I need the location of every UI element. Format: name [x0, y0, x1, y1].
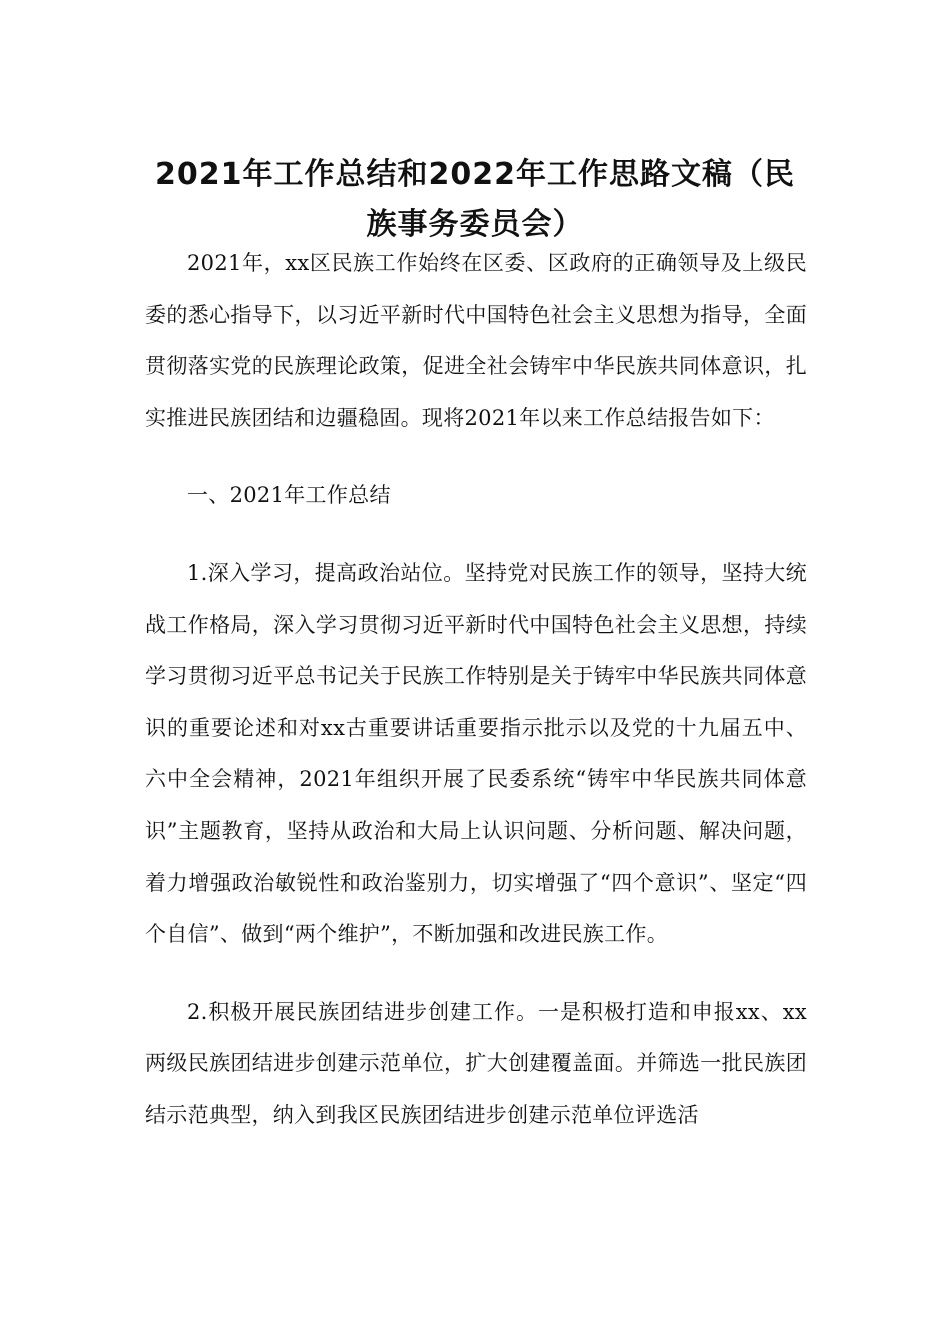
section-heading: 一、2021年工作总结 — [187, 483, 391, 508]
document-title: 2021年工作总结和2022年工作思路文稿（民族事务委员会） — [155, 157, 795, 242]
item-2-paragraph: 2.积极开展民族团结进步创建工作。一是积极打造和申报xx、xx两级民族团结进步创建示范单位，扩大创建覆盖面。并筛选一批民族团结示范典型，纳入到我区民族团结进步创建示范单位评选活 — [145, 999, 807, 1127]
intro-paragraph: 2021年，xx区民族工作始终在区委、区政府的正确领导及上级民委的悉心指导下，以习近平新时代中国特色社会主义思想为指导，全面贯彻落实党的民族理论政策，促进全社会铸牢中华民族共同体意识，扎实推进民族团结和边疆稳固。现将2021年以来工作总结报告如下： — [145, 251, 807, 430]
document-body — [145, 238, 807, 1142]
item-1-paragraph: 1.深入学习，提高政治站位。坚持党对民族工作的领导，坚持大统战工作格局，深入学习贯彻习近平新时代中国特色社会主义思想，持续学习贯彻习近平总书记关于民族工作特别是关于铸牢中华民族共同体意识的重要论述和对xx古重要讲话重要指示批示以及党的十九届五中、六中全会精神，2021年组织开展了民委系统“铸牢中华民族共同体意识”主题教育，坚持从政治和大局上认识问题、分析问题、解决问题，着力增强政治敏锐性和政治鉴别力，切实增强了“四个意识”、坚定“四个自信”、做到“两个维护”，不断加强和改进民族工作。 — [145, 560, 807, 947]
